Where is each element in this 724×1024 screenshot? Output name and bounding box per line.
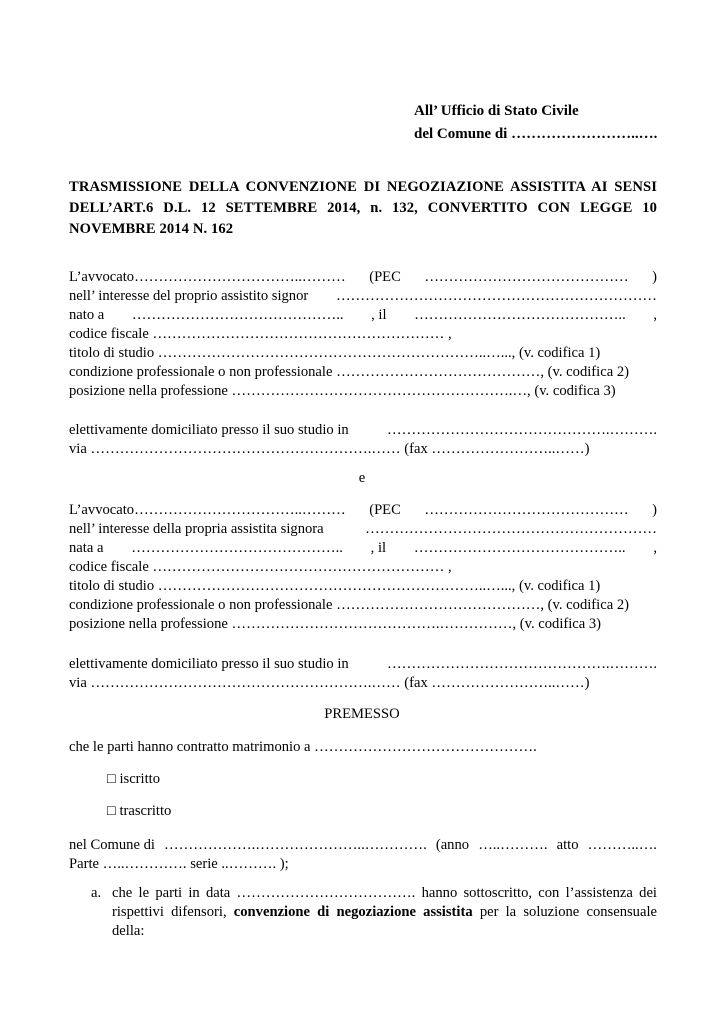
lawyer1-tax-code: codice fiscale …………………………………………………… ,	[69, 326, 452, 342]
parte-line: Parte …..…………. serie ..………. );	[69, 856, 289, 872]
document-title: TRASMISSIONE DELLA CONVENZIONE DI NEGOZIAZIONE ASSISTITA AI SENSI DELL’ART.6 D.L. 12 SETTEMBRE 2014, n. 132, CONVERTITO CON LEGGE 10 NOVEMBRE 2014 N. 162	[69, 179, 657, 237]
recipient-comune: del Comune di ……………………..….	[414, 126, 658, 142]
lawyer2-address-line: via ………………………………………………….…… (fax ……………………..……)	[69, 675, 590, 691]
lawyer2-profession-position: posizione nella professione …………………………………….……………, (v. codifica 3)	[69, 616, 602, 632]
conjunction: e	[358, 470, 366, 486]
premesso-heading: PREMESSO	[324, 706, 400, 722]
item-a-text: che le parti in data ………………………………. hanno sottoscritto, con l’assistenza dei rispettivi difensori, convenzione di negoziazione assistita per la soluzione consensuale della:	[112, 885, 657, 939]
lawyer2-birth-line: nata a …………………………………….. , il …………………………………….. ,	[69, 540, 657, 556]
lawyer2-name-line: L’avvocato……………………………..……… (PEC …………………………………… )	[69, 502, 657, 518]
lawyer2-client-line: nell’ interesse della propria assistita signora ……………………………………………………	[69, 521, 657, 537]
comune-line: nel Comune di ……………….…………………..…………. (anno …..………. atto ………..….	[69, 837, 657, 853]
lawyer1-profession-position: posizione nella professione ………………………………………………….…, (v. codifica 3)	[69, 383, 616, 399]
lawyer1-client-line: nell’ interesse del proprio assistito signor …………………………………………………………	[69, 288, 657, 304]
lawyer1-profession-condition: condizione professionale o non professionale ……………………………………, (v. codifica 2)	[69, 364, 629, 380]
lawyer1-domicile-line: elettivamente domiciliato presso il suo studio in ……………………………………….……….	[69, 422, 657, 438]
lawyer1-birth-line: nato a …………………………………….. , il …………………………………….. ,	[69, 307, 657, 323]
lawyer2-education: titolo di studio …………………………………………………………..…..., (v. codifica 1)	[69, 578, 601, 594]
item-a-label: a.	[91, 885, 102, 901]
option-trascritto: □ trascritto	[107, 803, 172, 819]
lawyer1-address-line: via ………………………………………………….…… (fax ……………………..……)	[69, 441, 590, 457]
lawyer2-profession-condition: condizione professionale o non professionale ……………………………………, (v. codifica 2)	[69, 597, 629, 613]
recipient-office: All’ Ufficio di Stato Civile	[414, 103, 579, 119]
lawyer1-name-line: L’avvocato……………………………..……… (PEC …………………………………… )	[69, 269, 657, 285]
lawyer1-education: titolo di studio …………………………………………………………..…..., (v. codifica 1)	[69, 345, 601, 361]
lawyer2-domicile-line: elettivamente domiciliato presso il suo studio in ……………………………………….……….	[69, 656, 657, 672]
item-a-bold: convenzione di negoziazione assistita	[233, 904, 473, 920]
lawyer2-tax-code: codice fiscale …………………………………………………… ,	[69, 559, 452, 575]
option-iscritto: □ iscritto	[107, 771, 160, 787]
marriage-line: che le parti hanno contratto matrimonio a ……………………………………….	[69, 739, 537, 755]
